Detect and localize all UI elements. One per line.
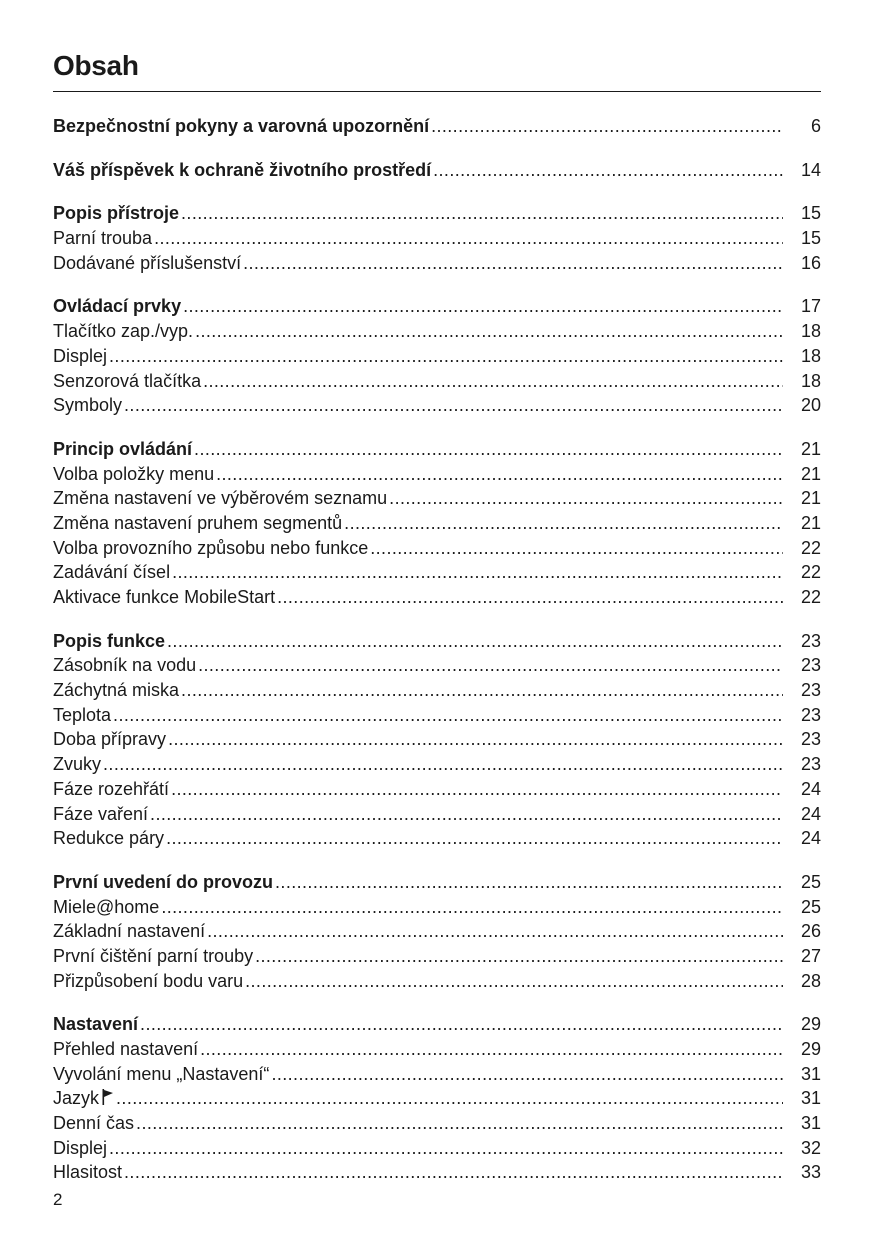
toc-entry-page: 15 (800, 203, 821, 224)
toc-entry-label: Hlasitost (53, 1162, 123, 1183)
toc-entry[interactable] (53, 919, 821, 944)
toc-entry-label: Redukce páry (53, 828, 165, 849)
toc-entry-page: 28 (800, 970, 821, 991)
toc-entry[interactable] (53, 319, 821, 344)
leader-dots (203, 369, 783, 394)
toc-entry-page: 29 (800, 1014, 821, 1035)
toc-entry[interactable] (53, 727, 821, 752)
toc-entry[interactable] (53, 511, 821, 536)
toc-entry-label: Parní trouba (53, 228, 153, 249)
toc-entry-page: 23 (800, 630, 821, 651)
toc-entry[interactable] (53, 462, 821, 487)
toc-entry-page: 18 (800, 321, 821, 342)
toc-entry-label: Zásobník na vodu (53, 655, 197, 676)
leader-dots (194, 437, 783, 462)
toc-entry-page: 23 (800, 655, 821, 676)
leader-dots (216, 462, 783, 487)
toc-entry-label: Denní čas (53, 1113, 135, 1134)
toc-section-operation (53, 437, 821, 610)
toc-entry[interactable] (53, 678, 821, 703)
toc-entry-page: 33 (800, 1162, 821, 1183)
toc-entry-page: 26 (800, 921, 821, 942)
toc-entry-page: 14 (800, 159, 821, 180)
toc-entry-page: 21 (800, 488, 821, 509)
toc-entry[interactable] (53, 1037, 821, 1062)
toc-entry-page: 25 (800, 871, 821, 892)
leader-dots (275, 870, 783, 895)
leader-dots (200, 1037, 783, 1062)
toc-entry-page: 21 (800, 438, 821, 459)
toc-entry-label: Tlačítko zap./vyp. (53, 321, 194, 342)
leader-dots (181, 678, 783, 703)
toc-entry-label: Popis přístroje (53, 203, 180, 224)
leader-dots (181, 201, 783, 226)
toc-entry-page: 17 (800, 296, 821, 317)
toc-entry-page: 6 (810, 116, 821, 136)
leader-dots (113, 703, 783, 728)
toc-entry-label: Volba položky menu (53, 463, 215, 484)
toc-section-settings (53, 1012, 821, 1185)
toc-entry[interactable] (53, 653, 821, 678)
toc-entry-label: Změna nastavení pruhem segmentů (53, 512, 343, 533)
toc-entry-heading[interactable] (53, 201, 821, 226)
toc-entry-label: Dodávané příslušenství (53, 252, 242, 273)
toc-entry-heading[interactable] (53, 294, 821, 319)
leader-dots (277, 585, 783, 610)
toc-entry-language[interactable] (53, 1086, 821, 1111)
toc-section-description (53, 201, 821, 275)
toc-entry-page: 23 (800, 729, 821, 750)
leader-dots (344, 511, 783, 536)
toc-entry-label: Přizpůsobení bodu varu (53, 970, 244, 991)
leader-dots (168, 727, 783, 752)
toc-entry-label: Aktivace funkce MobileStart (53, 587, 276, 607)
title-rule (53, 91, 821, 92)
toc-entry-heading[interactable] (53, 870, 821, 895)
toc-entry[interactable] (53, 944, 821, 969)
toc-entry-page: 23 (800, 704, 821, 725)
toc-entry-page: 18 (800, 345, 821, 366)
toc-entry[interactable] (53, 777, 821, 802)
toc-entry-label: Vyvolání menu „Nastavení“ (53, 1063, 270, 1084)
leader-dots (172, 560, 783, 585)
toc-entry-page: 23 (800, 680, 821, 701)
toc-entry-heading[interactable] (53, 437, 821, 462)
toc-entry-page: 25 (800, 896, 821, 917)
toc-entry[interactable] (53, 1136, 821, 1161)
toc-entry-page: 24 (800, 778, 821, 799)
leader-dots (389, 486, 783, 511)
toc-entry[interactable] (53, 226, 821, 251)
toc-entry-label: Fáze rozehřátí (53, 778, 170, 799)
toc-entry-label: Zadávání čísel (53, 562, 171, 583)
page-number: 2 (53, 1190, 63, 1209)
toc-entry-label: Senzorová tlačítka (53, 370, 202, 391)
toc-entry-page: 22 (800, 537, 821, 558)
toc-entry-label: Zvuky (53, 754, 102, 775)
leader-dots (161, 895, 783, 920)
toc-entry-label: Fáze vaření (53, 803, 149, 824)
toc-entry[interactable] (53, 585, 821, 610)
toc-entry-label: Záchytná miska (53, 680, 180, 701)
toc-entry-label: Doba přípravy (53, 729, 167, 750)
leader-dots (433, 158, 783, 183)
toc-section-function (53, 629, 821, 851)
toc-entry[interactable] (53, 703, 821, 728)
leader-dots (431, 114, 783, 139)
toc-entry-label: Displej (53, 1137, 108, 1158)
table-of-contents (53, 114, 821, 1204)
toc-section-first-use (53, 870, 821, 993)
toc-entry-page: 22 (800, 587, 821, 607)
leader-dots (124, 393, 783, 418)
toc-entry-page: 31 (800, 1063, 821, 1084)
leader-dots (183, 294, 783, 319)
toc-entry-label: Displej (53, 345, 108, 366)
toc-entry[interactable] (53, 251, 821, 276)
leader-dots (124, 1160, 783, 1185)
toc-entry-label: Miele@home (53, 896, 160, 917)
toc-entry-label: První uvedení do provozu (53, 871, 274, 892)
toc-entry-page: 21 (800, 512, 821, 533)
leader-dots (116, 1086, 783, 1111)
toc-entry-environment[interactable] (53, 158, 821, 183)
leader-dots (195, 319, 783, 344)
toc-entry[interactable] (53, 969, 821, 994)
toc-entry-page: 22 (800, 562, 821, 583)
toc-entry[interactable] (53, 344, 821, 369)
toc-entry-label: První čištění parní trouby (53, 945, 254, 966)
leader-dots (140, 1012, 783, 1037)
toc-entry-label: Základní nastavení (53, 921, 206, 942)
toc-entry-label: Princip ovládání (53, 438, 193, 459)
toc-entry-page: 32 (800, 1137, 821, 1158)
toc-entry-page: 16 (800, 252, 821, 273)
toc-entry-label: Změna nastavení ve výběrovém seznamu (53, 488, 388, 509)
toc-entry-page: 15 (800, 228, 821, 249)
toc-entry-page: 27 (800, 945, 821, 966)
toc-entry-heading[interactable] (53, 1012, 821, 1037)
toc-entry-page: 31 (800, 1113, 821, 1134)
toc-entry-label: Přehled nastavení (53, 1039, 199, 1059)
toc-entry-page: 31 (800, 1088, 821, 1109)
leader-dots (370, 536, 783, 561)
leader-dots (166, 826, 783, 851)
toc-entry[interactable] (53, 1111, 821, 1136)
toc-entry-page: 18 (800, 370, 821, 391)
flag-icon (102, 1089, 114, 1105)
toc-entry-label: Nastavení (53, 1014, 139, 1035)
leader-dots (109, 344, 783, 369)
leader-dots (198, 653, 783, 678)
toc-entry[interactable] (53, 369, 821, 394)
toc-entry-page: 29 (800, 1039, 821, 1059)
toc-entry-page: 21 (800, 463, 821, 484)
toc-entry[interactable] (53, 560, 821, 585)
leader-dots (136, 1111, 783, 1136)
leader-dots (109, 1136, 783, 1161)
toc-entry[interactable] (53, 895, 821, 920)
toc-entry-label: Ovládací prvky (53, 296, 182, 317)
toc-entry[interactable] (53, 1160, 821, 1185)
toc-entry-safety[interactable] (53, 114, 821, 139)
toc-entry-page: 24 (800, 828, 821, 849)
toc-entry-page: 24 (800, 803, 821, 824)
toc-section-safety (53, 114, 821, 139)
toc-entry-label: Symboly (53, 395, 123, 416)
toc-entry-label: Popis funkce (53, 630, 166, 651)
toc-entry-label: Bezpečnostní pokyny a varovná upozornění (53, 116, 430, 136)
toc-entry[interactable] (53, 536, 821, 561)
toc-entry-page: 20 (800, 395, 821, 416)
toc-entry-label-wrap (53, 1086, 114, 1111)
toc-entry-page: 23 (800, 754, 821, 775)
toc-entry[interactable] (53, 826, 821, 851)
toc-entry-label: Volba provozního způsobu nebo funkce (53, 537, 369, 558)
toc-entry[interactable] (53, 752, 821, 777)
leader-dots (150, 802, 783, 827)
toc-section-environment (53, 158, 821, 183)
toc-entry-label: Jazyk (53, 1088, 100, 1109)
page-title: Obsah (53, 50, 139, 81)
leader-dots (167, 629, 783, 654)
leader-dots (243, 251, 783, 276)
toc-entry[interactable] (53, 486, 821, 511)
toc-entry-label: Váš příspěvek k ochraně životního prostředí (53, 159, 432, 180)
toc-entry-heading[interactable] (53, 629, 821, 654)
leader-dots (271, 1062, 783, 1087)
leader-dots (154, 226, 783, 251)
leader-dots (171, 777, 783, 802)
leader-dots (255, 944, 783, 969)
toc-entry[interactable] (53, 802, 821, 827)
leader-dots (103, 752, 783, 777)
toc-entry[interactable] (53, 1062, 821, 1087)
leader-dots (245, 969, 783, 994)
toc-section-controls (53, 294, 821, 417)
toc-entry[interactable] (53, 393, 821, 418)
toc-entry-label: Teplota (53, 704, 112, 725)
leader-dots (207, 919, 783, 944)
